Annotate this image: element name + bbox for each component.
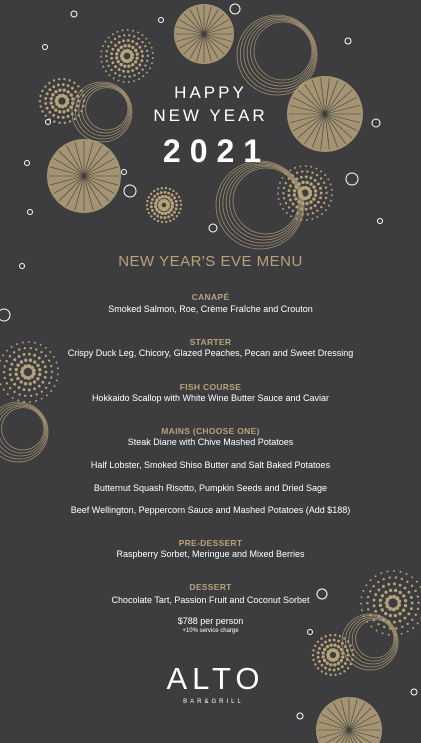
ring-firework — [230, 167, 300, 237]
menu-item: Butternut Squash Risotto, Pumpkin Seeds and Dried Sage — [93, 483, 328, 493]
small-circle — [159, 18, 164, 23]
section-heading-dessert: DESSERT — [189, 582, 232, 592]
greeting-new-year: NEW YEAR — [153, 106, 268, 125]
small-circle — [28, 210, 33, 215]
greeting-year: 2021 — [162, 133, 271, 169]
alto-logo-subtitle: BAR&GRILL — [183, 699, 244, 705]
small-circle — [43, 45, 48, 50]
small-circle — [297, 713, 303, 719]
small-circle — [71, 11, 77, 17]
ring-firework — [240, 16, 316, 92]
ring-firework — [254, 22, 312, 80]
menu-title: NEW YEAR'S EVE MENU — [118, 253, 303, 270]
menu-item: Crispy Duck Leg, Chicory, Glazed Peaches, Pecan and Sweet Dressing — [67, 348, 354, 358]
section-heading-fish-course: FISH COURSE — [179, 382, 242, 392]
small-circle — [124, 185, 136, 197]
menu-item: Chocolate Tart, Passion Fruit and Coconut Sorbet — [111, 595, 310, 605]
small-circle — [346, 173, 358, 185]
ring-firework — [251, 21, 313, 83]
small-circle — [209, 224, 217, 232]
section-heading-mains: MAINS (CHOOSE ONE) — [161, 426, 260, 436]
firework-spokes — [176, 6, 233, 63]
dot-burst-firework — [100, 29, 154, 83]
section-heading-canape: CANAPÉ — [191, 292, 230, 302]
dot-burst-firework — [146, 187, 182, 223]
small-circle — [122, 170, 127, 175]
price-per-person: $788 per person — [177, 616, 244, 626]
menu-item: Half Lobster, Smoked Shiso Butter and Salt Baked Potatoes — [90, 460, 331, 470]
dot-burst-firework — [277, 165, 333, 221]
ring-firework — [247, 19, 314, 86]
menu-item: Smoked Salmon, Roe, Crème Fraîche and Crouton — [108, 304, 313, 314]
small-circle — [378, 219, 383, 224]
menu-item: Beef Wellington, Peppercorn Sauce and Mashed Potatoes (Add $188) — [70, 505, 351, 515]
greeting-happy: HAPPY — [174, 83, 247, 102]
small-circle — [230, 4, 240, 14]
alto-logo-wordmark: ALTO — [166, 661, 265, 696]
small-circle — [345, 38, 351, 44]
menu-item: Raspberry Sorbet, Meringue and Mixed Berries — [116, 549, 305, 559]
section-heading-pre-dessert: PRE-DESSERT — [178, 538, 243, 548]
menu-item: Steak Diane with Chive Mashed Potatoes — [127, 437, 294, 447]
service-charge-note: +10% service charge — [182, 628, 239, 634]
ring-firework — [226, 165, 301, 240]
menu-item: Hokkaido Scallop with White Wine Butter Sauce and Caviar — [91, 393, 330, 403]
section-heading-starter: STARTER — [189, 337, 232, 347]
